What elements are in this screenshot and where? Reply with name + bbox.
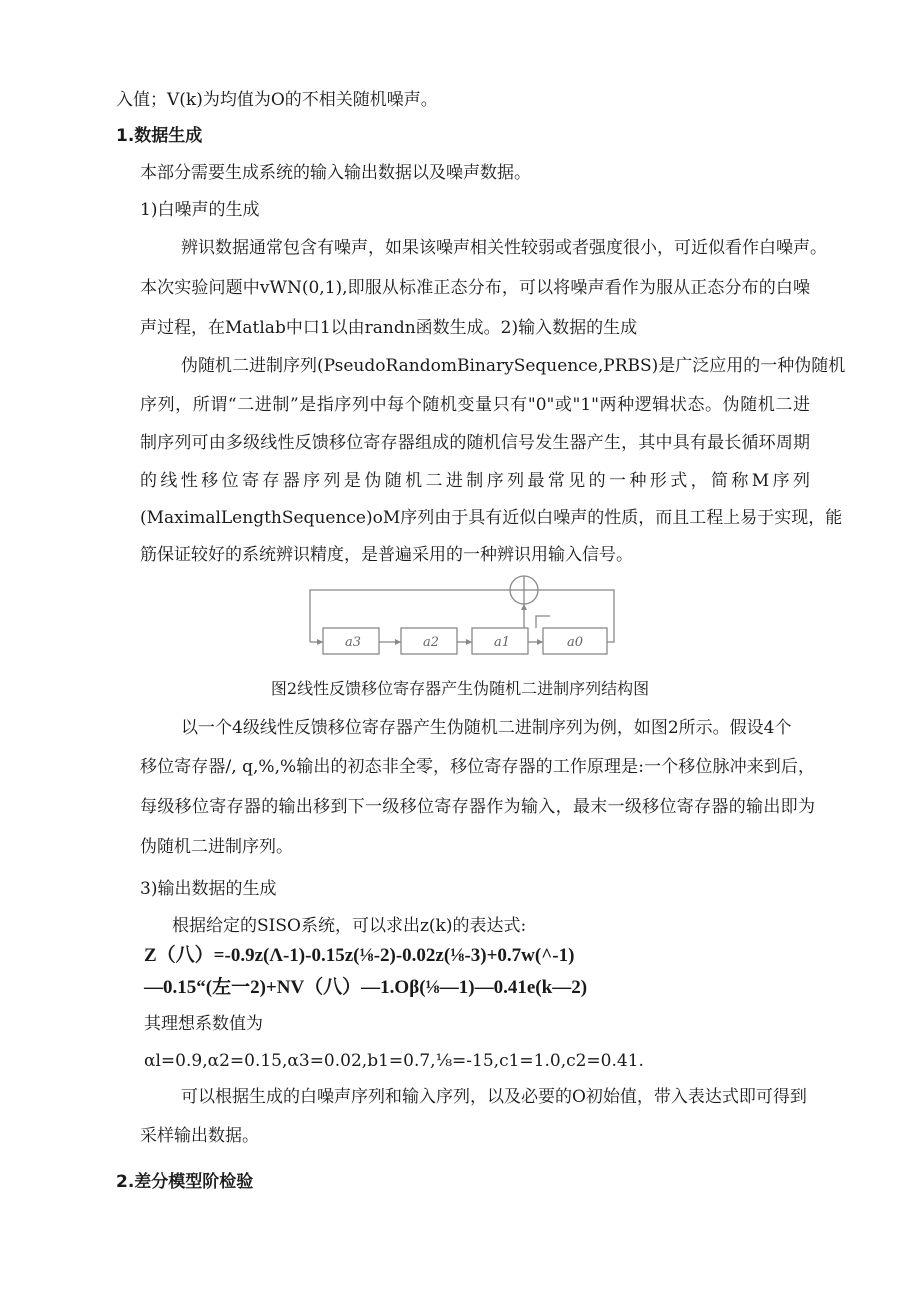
section-heading-2: 2.差分模型阶检验 bbox=[116, 1172, 254, 1192]
register-label: a2 bbox=[423, 635, 440, 650]
text-line: 3)输出数据的生成 bbox=[140, 879, 277, 899]
text-line: 制序列可由多级线性反馈移位寄存器组成的随机信号发生器产生，其中具有最长循环周期 bbox=[140, 433, 810, 453]
register-label: a1 bbox=[494, 635, 511, 650]
text-line: 1)白噪声的生成 bbox=[140, 200, 260, 220]
text-line: 伪随机二进制序列(PseudoRandomBinarySequence,PRBS)是广泛应用的一种伪随机 bbox=[181, 356, 846, 376]
text-line: 以一个4级线性反馈移位寄存器产生伪随机二进制序列为例，如图2所示。假设4个 bbox=[181, 718, 792, 738]
coefficient-line: αl=0.9,α2=0.15,α3=0.02,b1=0.7,⅛=-15,c1=1.0,c2=0.41. bbox=[144, 1051, 644, 1071]
text-line: 可以根据生成的白噪声序列和输入序列，以及必要的O初始值，带入表达式即可得到 bbox=[181, 1087, 807, 1107]
text-line: 其理想系数值为 bbox=[144, 1014, 263, 1034]
text-line: 伪随机二进制序列。 bbox=[140, 837, 293, 857]
text-line: 入值；V(k)为均值为O的不相关随机噪声。 bbox=[116, 90, 438, 110]
text-line: 采样输出数据。 bbox=[140, 1126, 259, 1146]
text-line: 声过程，在Matlab中口1以由randn函数生成。2)输入数据的生成 bbox=[140, 318, 638, 338]
text-line: 本部分需要生成系统的输入输出数据以及噪声数据。 bbox=[140, 163, 531, 183]
register-label: a0 bbox=[567, 635, 584, 650]
text-line: 根据给定的SISO系统，可以求出z(k)的表达式: bbox=[172, 916, 527, 936]
formula-line: Z（八）=-0.9z(Λ-1)-0.15z(⅛-2)-0.02z(⅛-3)+0.7w(^-1) bbox=[144, 945, 575, 966]
text-line: 筋保证较好的系统辨识精度，是普遍采用的一种辨识用输入信号。 bbox=[140, 545, 633, 565]
register-label: a3 bbox=[345, 635, 362, 650]
text-line: 的线性移位寄存器序列是伪随机二进制序列最常见的一种形式，简称M序列 bbox=[140, 471, 810, 491]
figure-caption: 图2线性反馈移位寄存器产生伪随机二进制序列结构图 bbox=[270, 679, 650, 698]
lfsr-diagram bbox=[300, 572, 622, 662]
formula-line: —0.15“(左一2)+NV（八）—1.Oβ(⅛—1)—0.41e(k—2) bbox=[144, 977, 588, 998]
text-line: 辨识数据通常包含有噪声，如果该噪声相关性较弱或者强度很小，可近似看作白噪声。 bbox=[181, 238, 827, 258]
text-line: 本次实验问题中vWN(0,1),即服从标准正态分布，可以将噪声看作为服从正态分布的白噪 bbox=[140, 278, 810, 298]
text-line: 每级移位寄存器的输出移到下一级移位寄存器作为输入，最末一级移位寄存器的输出即为 bbox=[140, 797, 815, 817]
text-line: 序列，所谓“二进制”是指序列中每个随机变量只有"0"或"1"两种逻辑状态。伪随机二进 bbox=[140, 395, 810, 415]
text-line: (MaximalLengthSequence)oM序列由于具有近似白噪声的性质，而且工程上易于实现，能 bbox=[140, 508, 843, 528]
text-line: 移位寄存器/, q,%,%输出的初态非全零，移位寄存器的工作原理是:一个移位脉冲来到后， bbox=[140, 757, 815, 777]
section-heading-1: 1.数据生成 bbox=[116, 126, 203, 146]
